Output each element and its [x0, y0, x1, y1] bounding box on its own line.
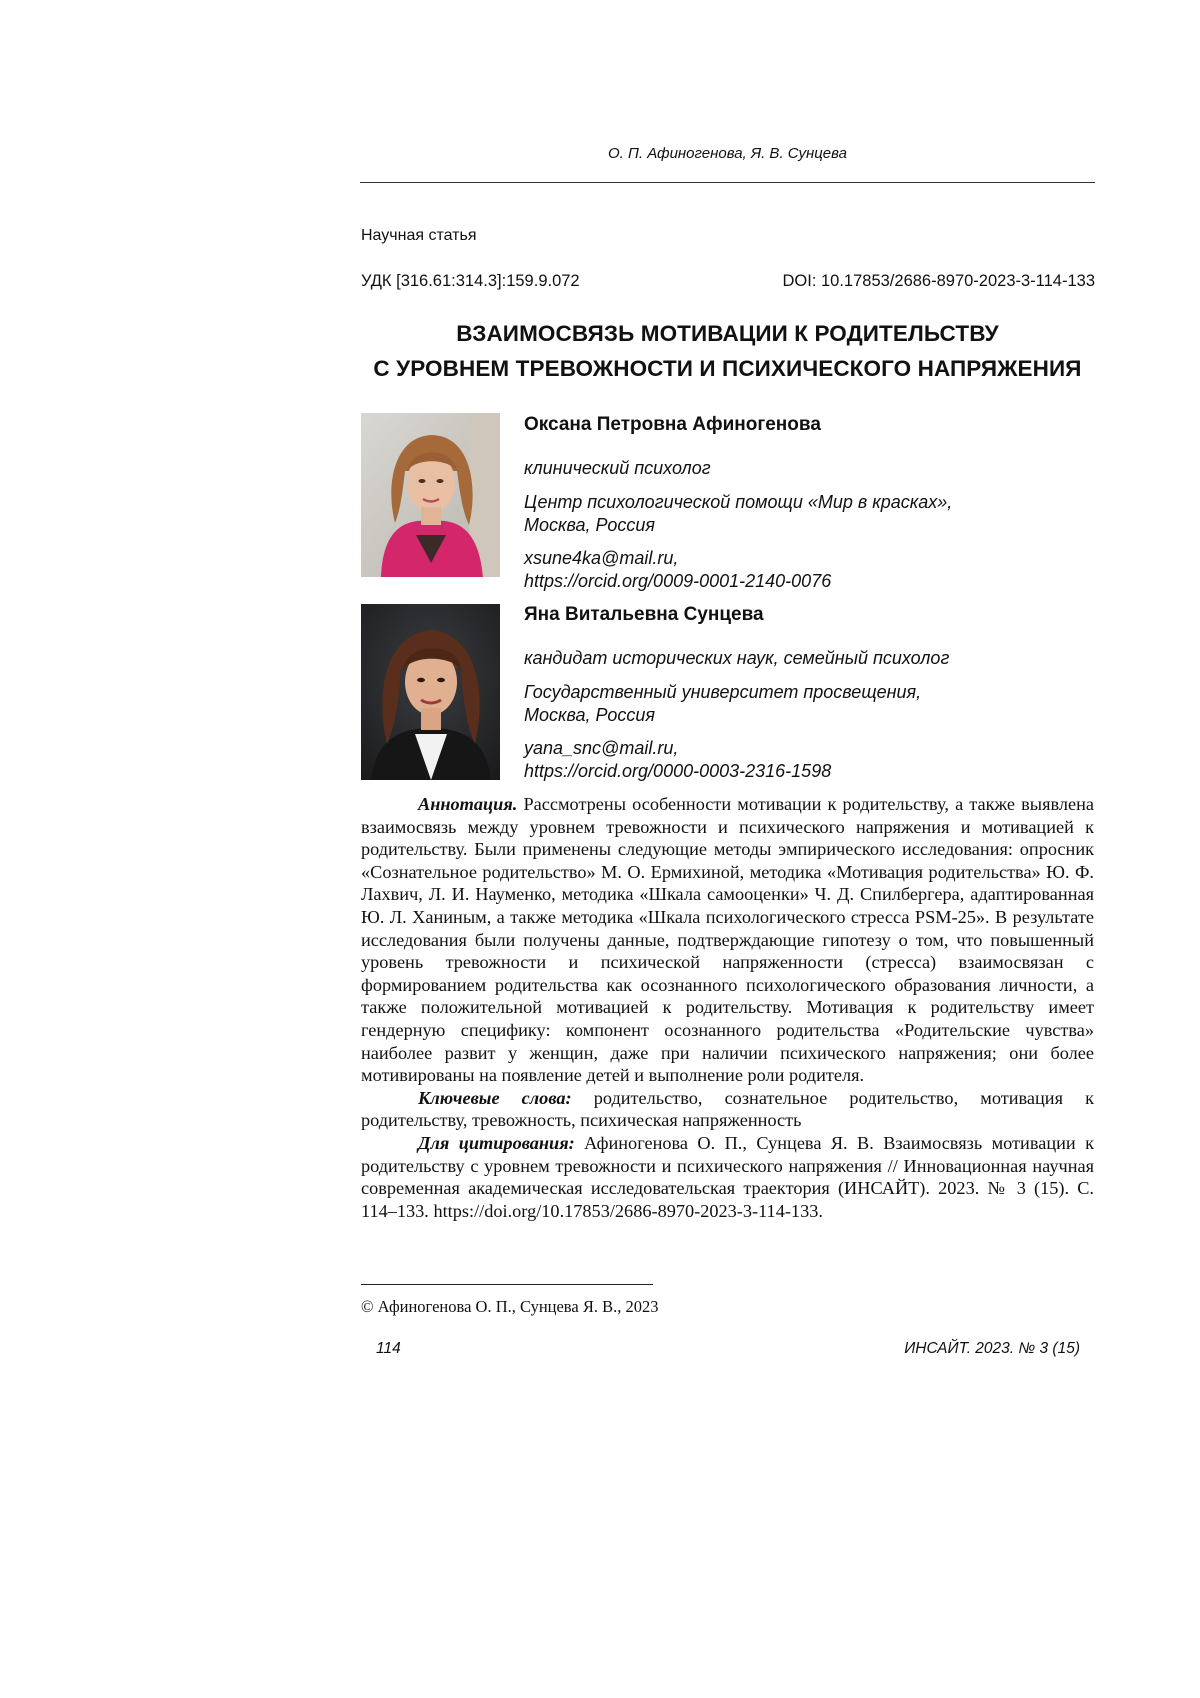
author-1-photo: [361, 413, 500, 577]
doi[interactable]: DOI: 10.17853/2686-8970-2023-3-114-133: [782, 272, 1095, 290]
author-2-position: кандидат исторических наук, семейный психолог: [524, 648, 950, 668]
udc-code: УДК [316.61:314.3]:159.9.072: [361, 272, 580, 290]
citation-text: Афиногенова О. П., Сунцева Я. В. Взаимосвязь мотивации к родительству с уровнем тревожности и психического напряжения // Инновационная научная современная академическая исследовательская траектория (ИНСАЙТ). 2023. № 3 (15). С. 114–133. https://doi.org/10.17853/2686-8970-2023-3-114-133.: [361, 1132, 1094, 1221]
author-1-location: Москва, Россия: [524, 515, 655, 535]
author-2: [524, 604, 1084, 783]
author-2-affiliation: Государственный университет просвещения,: [524, 682, 922, 702]
keywords-paragraph: [361, 1087, 1094, 1132]
abstract-text: Рассмотрены особенности мотивации к родительству, а также выявлена взаимосвязь между уровнем тревожности и психического напряжения и мотивацией к родительству. Были применены следующие методы эмпирического исследования: опросник «Сознательное родительство» М. О. Ермихиной, методика «Мотивация родительства» Ю. Ф. Лахвич, Л. И. Науменко, методика «Шкала самооценки» Ч. Д. Спилбергера, адаптированная Ю. Л. Ханиным, а также методика «Шкала психологического стресса PSM-25». В результате исследования были получены данные, подтверждающие гипотезу о том, что повышенный уровень тревожности и психической напряженности (стресса) взаимосвязан с формированием родительства как осознанного психологического образования личности, а также положительной мотивацией к родительству. Мотивация к родительству имеет гендерную специфику: компонент осознанного родительства «Родительские чувства» наиболее развит у женщин, даже при наличии психического напряжения; они более мотивированы на появление детей и выполнение роли родителя.: [361, 794, 1094, 1086]
page-number: 114: [376, 1340, 401, 1357]
citation-paragraph: [361, 1132, 1094, 1222]
author-2-photo: [361, 604, 500, 780]
keywords-text: родительство, сознательное родительство, мотивация к родительству, тревожность, психическая напряженность: [361, 1087, 1094, 1131]
author-1: [524, 414, 1084, 593]
citation-label: Для цитирования:: [418, 1132, 575, 1153]
abstract-paragraph: [361, 793, 1094, 1087]
footnote-rule: [361, 1284, 653, 1285]
author-1-position: клинический психолог: [524, 458, 711, 478]
copyright-notice: © Афиногенова О. П., Сунцева Я. В., 2023: [361, 1297, 659, 1316]
article-type: Научная статья: [361, 227, 477, 244]
author-2-name: Яна Витальевна Сунцева: [524, 604, 764, 625]
keywords-label: Ключевые слова:: [418, 1087, 572, 1108]
header-rule: [360, 182, 1095, 183]
journal-issue: ИНСАЙТ. 2023. № 3 (15): [904, 1340, 1080, 1357]
title-line-1: ВЗАИМОСВЯЗЬ МОТИВАЦИИ К РОДИТЕЛЬСТВУ: [456, 321, 999, 346]
article-title: [360, 316, 1095, 386]
running-head: О. П. Афиногенова, Я. В. Сунцева: [608, 145, 847, 162]
abstract-label: Аннотация.: [418, 794, 518, 814]
author-1-affiliation: Центр психологической помощи «Мир в красках»,: [524, 492, 953, 512]
title-line-2: С УРОВНЕМ ТРЕВОЖНОСТИ И ПСИХИЧЕСКОГО НАПРЯЖЕНИЯ: [373, 356, 1082, 381]
author-1-name: Оксана Петровна Афиногенова: [524, 414, 821, 435]
abstract-block: [361, 793, 1094, 1222]
author-2-orcid[interactable]: https://orcid.org/0000-0003-2316-1598: [524, 761, 832, 781]
author-1-orcid[interactable]: https://orcid.org/0009-0001-2140-0076: [524, 571, 832, 591]
author-2-location: Москва, Россия: [524, 705, 655, 725]
author-1-email[interactable]: xsune4ka@mail.ru,: [524, 548, 679, 568]
author-2-email[interactable]: yana_snc@mail.ru,: [524, 738, 679, 758]
